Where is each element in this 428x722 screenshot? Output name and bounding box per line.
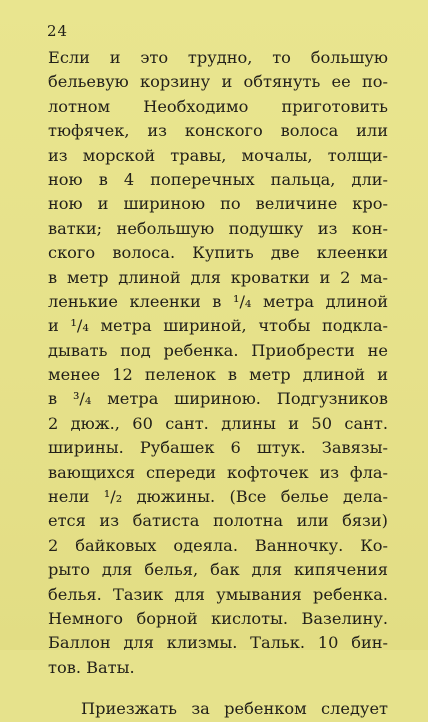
- text-line: белья. Тазик для умывания ребенка.: [48, 584, 388, 604]
- text-line: дывать под ребенка. Приобрести не: [48, 340, 388, 360]
- text-line: 2 дюж., 60 сант. длины и 50 сант.: [48, 413, 388, 433]
- text-line: Немного борной кислоты. Вазелину.: [48, 608, 388, 628]
- text-line: нели ¹/₂ дюжины. (Все белье дела-: [48, 487, 388, 507]
- text-line: менее 12 пеленок в метр длиной и: [48, 365, 388, 385]
- text-line: тов. Ваты.: [48, 657, 135, 677]
- text-line: тюфячек, из конского волоса или: [48, 121, 388, 141]
- text-line: ватки; небольшую подушку из кон-: [48, 218, 388, 238]
- text-line: ского волоса. Купить две клеенки: [48, 243, 388, 263]
- text-line: лотном Необходимо приготовить: [48, 96, 388, 116]
- page-number: 24: [47, 22, 69, 40]
- text-line: вающихся спереди кофточек из фла-: [48, 462, 388, 482]
- text-line: Баллон для клизмы. Тальк. 10 бин-: [48, 633, 388, 653]
- text-line: Приезжать за ребенком следует: [81, 699, 388, 719]
- text-line: ленькие клеенки в ¹/₄ метра длиной: [48, 291, 388, 311]
- text-line: бельевую корзину и обтянуть ее по-: [48, 72, 388, 92]
- text-line: рыто для белья, бак для кипячения: [48, 560, 388, 580]
- body-text: [48, 46, 388, 722]
- text-line: Если и это трудно, то большую: [48, 48, 388, 67]
- text-line: ною и шириною по величине кро-: [48, 194, 388, 214]
- text-line: из морской травы, мочалы, толщи-: [48, 145, 388, 165]
- text-line: 2 байковых одеяла. Ванночку. Ко-: [48, 535, 388, 555]
- text-line: и ¹/₄ метра шириной, чтобы подкла-: [48, 316, 388, 336]
- text-line: в ³/₄ метра шириною. Подгузников: [48, 389, 388, 409]
- text-line: ется из батиста полотна или бязи): [48, 511, 388, 531]
- text-line: в метр длиной для кроватки и 2 ма-: [48, 267, 388, 287]
- paragraph-2: [48, 697, 388, 721]
- text-line: ною в 4 поперечных пальца, дли-: [48, 169, 388, 189]
- paragraph-1: [48, 46, 388, 680]
- text-line: ширины. Рубашек 6 штук. Завязы-: [48, 438, 388, 458]
